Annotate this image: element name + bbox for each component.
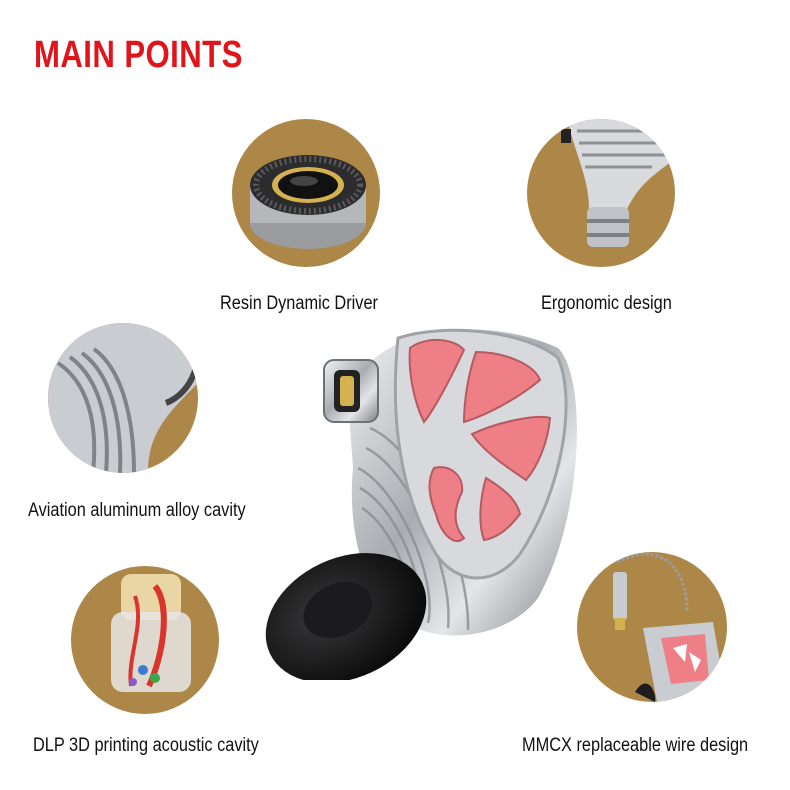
feature-label: DLP 3D printing acoustic cavity xyxy=(33,735,259,756)
page-title: MAIN POINTS xyxy=(34,34,243,76)
cavity-icon xyxy=(48,323,198,473)
feature-label: Aviation aluminum alloy cavity xyxy=(28,500,246,521)
feature-label: Resin Dynamic Driver xyxy=(220,293,378,314)
driver-icon xyxy=(232,119,380,267)
earphone-illustration xyxy=(258,318,588,680)
nozzle-icon xyxy=(527,119,675,267)
mmcx-cable-icon xyxy=(577,552,727,702)
acoustic-cavity-icon xyxy=(71,566,219,714)
feature-label: MMCX replaceable wire design xyxy=(522,735,749,756)
feature-label: Ergonomic design xyxy=(541,293,672,314)
